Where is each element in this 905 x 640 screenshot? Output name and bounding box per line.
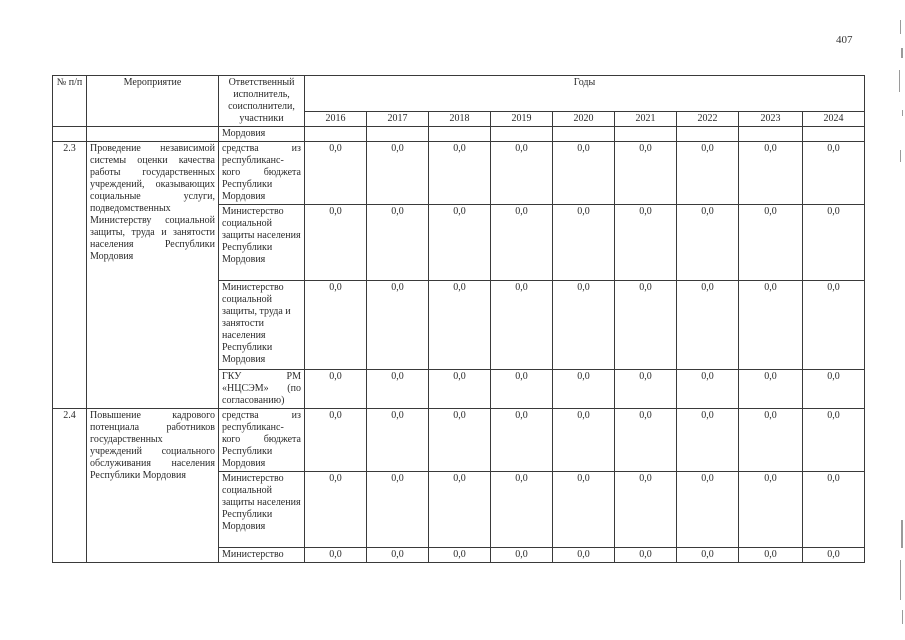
value-cell: 0,0 xyxy=(803,409,865,472)
header-year: 2023 xyxy=(739,112,803,127)
cell-empty xyxy=(739,127,803,142)
value-cell: 0,0 xyxy=(677,205,739,281)
value-cell: 0,0 xyxy=(803,548,865,563)
value-cell: 0,0 xyxy=(429,205,491,281)
value-cell: 0,0 xyxy=(739,409,803,472)
value-cell: 0,0 xyxy=(615,472,677,548)
row-executor: средства из республиканс-кого бюджета Республики Мордовия xyxy=(219,142,305,205)
value-cell: 0,0 xyxy=(553,142,615,205)
value-cell: 0,0 xyxy=(553,281,615,370)
value-cell: 0,0 xyxy=(677,370,739,409)
value-cell: 0,0 xyxy=(739,205,803,281)
value-cell: 0,0 xyxy=(553,370,615,409)
value-cell: 0,0 xyxy=(491,370,553,409)
scan-edge-marks xyxy=(897,0,905,640)
cell-empty xyxy=(803,127,865,142)
header-year: 2020 xyxy=(553,112,615,127)
value-cell: 0,0 xyxy=(615,548,677,563)
table-row xyxy=(53,409,865,472)
value-cell: 0,0 xyxy=(615,370,677,409)
value-cell: 0,0 xyxy=(367,548,429,563)
section-number: 2.3 xyxy=(53,142,87,409)
value-cell: 0,0 xyxy=(367,281,429,370)
cell-empty xyxy=(553,127,615,142)
cell-empty xyxy=(615,127,677,142)
header-year: 2016 xyxy=(305,112,367,127)
value-cell: 0,0 xyxy=(803,370,865,409)
value-cell: 0,0 xyxy=(615,281,677,370)
value-cell: 0,0 xyxy=(305,472,367,548)
value-cell: 0,0 xyxy=(491,548,553,563)
header-year: 2022 xyxy=(677,112,739,127)
funding-table xyxy=(52,75,865,563)
row-executor: Министерство социальной защиты населения Республики Мордовия xyxy=(219,472,305,548)
value-cell: 0,0 xyxy=(739,472,803,548)
cell-empty xyxy=(367,127,429,142)
value-cell: 0,0 xyxy=(305,548,367,563)
carry-over-row xyxy=(53,127,865,142)
header-year: 2019 xyxy=(491,112,553,127)
value-cell: 0,0 xyxy=(491,472,553,548)
value-cell: 0,0 xyxy=(305,142,367,205)
value-cell: 0,0 xyxy=(553,548,615,563)
value-cell: 0,0 xyxy=(429,409,491,472)
page-number: 407 xyxy=(836,34,853,46)
header-years-group: Годы xyxy=(305,76,865,112)
value-cell: 0,0 xyxy=(491,205,553,281)
value-cell: 0,0 xyxy=(803,142,865,205)
cell-empty xyxy=(53,127,87,142)
value-cell: 0,0 xyxy=(367,409,429,472)
value-cell: 0,0 xyxy=(429,281,491,370)
header-event: Мероприятие xyxy=(87,76,219,127)
value-cell: 0,0 xyxy=(367,370,429,409)
value-cell: 0,0 xyxy=(677,142,739,205)
value-cell: 0,0 xyxy=(677,548,739,563)
row-executor: Министерство социальной защиты, труда и занятости населения Республики Мордовия xyxy=(219,281,305,370)
value-cell: 0,0 xyxy=(803,472,865,548)
section-event: Повышение кадрового потенциала работников государственных учреждений социального обслуживания населения Республики Мордовия xyxy=(87,409,219,563)
row-executor: ГКУ РМ «НЦСЭМ» (по согласованию) xyxy=(219,370,305,409)
value-cell: 0,0 xyxy=(491,281,553,370)
value-cell: 0,0 xyxy=(739,370,803,409)
row-executor: Министерство социальной защиты населения Республики Мордовия xyxy=(219,205,305,281)
row-executor: средства из республиканс-кого бюджета Республики Мордовия xyxy=(219,409,305,472)
cell-empty xyxy=(87,127,219,142)
value-cell: 0,0 xyxy=(491,142,553,205)
value-cell: 0,0 xyxy=(305,370,367,409)
value-cell: 0,0 xyxy=(305,409,367,472)
value-cell: 0,0 xyxy=(367,472,429,548)
value-cell: 0,0 xyxy=(739,142,803,205)
value-cell: 0,0 xyxy=(491,409,553,472)
carry-over-executor: Мордовия xyxy=(219,127,305,142)
value-cell: 0,0 xyxy=(677,281,739,370)
header-year: 2024 xyxy=(803,112,865,127)
header-row-1 xyxy=(53,76,865,112)
value-cell: 0,0 xyxy=(615,409,677,472)
value-cell: 0,0 xyxy=(367,205,429,281)
cell-empty xyxy=(677,127,739,142)
value-cell: 0,0 xyxy=(615,142,677,205)
header-executor: Ответственный исполнитель, соисполнители, участники xyxy=(219,76,305,127)
value-cell: 0,0 xyxy=(677,409,739,472)
header-num: № п/п xyxy=(53,76,87,127)
section-event: Проведение независимой системы оценки качества работы государственных учреждений, оказывающих социальные услуги, подведомственных Министерству социальной защиты, труда и занятости населения Республики Мордовия xyxy=(87,142,219,409)
row-executor: Министерство xyxy=(219,548,305,563)
cell-empty xyxy=(491,127,553,142)
value-cell: 0,0 xyxy=(367,142,429,205)
value-cell: 0,0 xyxy=(553,409,615,472)
header-year: 2017 xyxy=(367,112,429,127)
cell-empty xyxy=(305,127,367,142)
value-cell: 0,0 xyxy=(803,205,865,281)
value-cell: 0,0 xyxy=(305,281,367,370)
section-number: 2.4 xyxy=(53,409,87,563)
value-cell: 0,0 xyxy=(305,205,367,281)
cell-empty xyxy=(429,127,491,142)
table-row xyxy=(53,142,865,205)
value-cell: 0,0 xyxy=(553,472,615,548)
value-cell: 0,0 xyxy=(739,548,803,563)
value-cell: 0,0 xyxy=(553,205,615,281)
value-cell: 0,0 xyxy=(615,205,677,281)
header-year: 2018 xyxy=(429,112,491,127)
value-cell: 0,0 xyxy=(739,281,803,370)
value-cell: 0,0 xyxy=(429,142,491,205)
header-year: 2021 xyxy=(615,112,677,127)
value-cell: 0,0 xyxy=(429,370,491,409)
value-cell: 0,0 xyxy=(429,548,491,563)
value-cell: 0,0 xyxy=(677,472,739,548)
value-cell: 0,0 xyxy=(429,472,491,548)
value-cell: 0,0 xyxy=(803,281,865,370)
